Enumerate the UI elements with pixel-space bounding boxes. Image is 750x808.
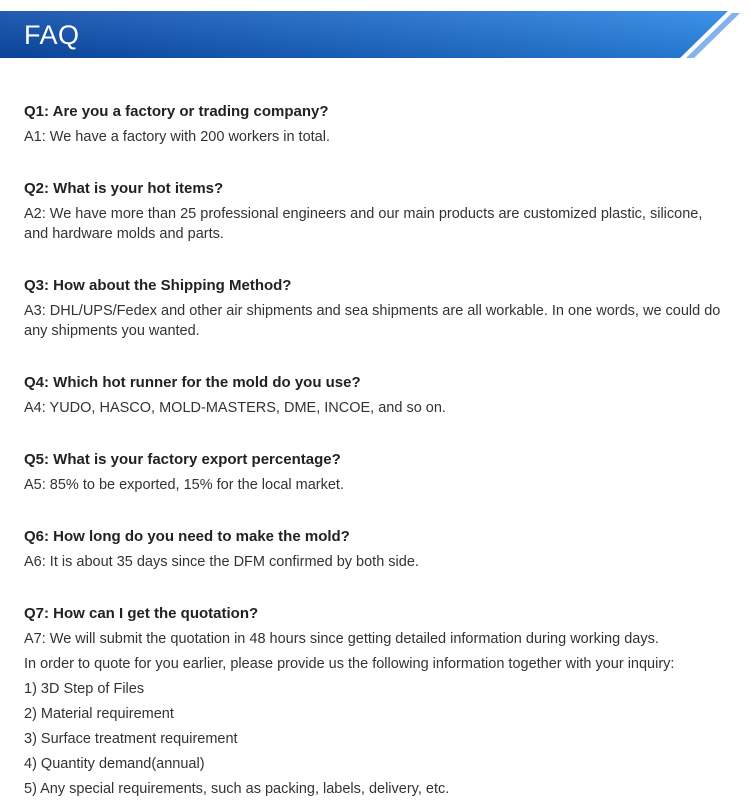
- faq-answer: A4: YUDO, HASCO, MOLD-MASTERS, DME, INCOE, and so on.: [24, 400, 446, 416]
- faq-banner: [0, 0, 750, 60]
- faq-answer: A3: DHL/UPS/Fedex and other air shipments and sea shipments are all workable. In one words, we could do any shipments you wanted.: [24, 303, 721, 339]
- quotation-requirement-item: 2) Material requirement: [24, 706, 174, 722]
- faq-list: [24, 102, 730, 799]
- faq-item-6: [24, 527, 730, 572]
- faq-answer: A1: We have a factory with 200 workers in total.: [24, 129, 330, 145]
- quotation-requirement-item: 4) Quantity demand(annual): [24, 756, 205, 772]
- page-title: FAQ: [24, 20, 80, 50]
- faq-question: Q6: How long do you need to make the mold?: [24, 528, 350, 545]
- faq-question: Q7: How can I get the quotation?: [24, 605, 259, 622]
- quotation-requirement-item: 3) Surface treatment requirement: [24, 731, 238, 747]
- banner-background: [0, 0, 750, 60]
- faq-item-2: [24, 179, 730, 244]
- faq-item-7: [24, 604, 730, 799]
- quotation-requirement-item: 5) Any special requirements, such as packing, labels, delivery, etc.: [24, 781, 450, 797]
- faq-answer: A5: 85% to be exported, 15% for the local market.: [24, 477, 344, 493]
- quotation-instructions: In order to quote for you earlier, please provide us the following information together with your inquiry:: [24, 656, 675, 672]
- faq-question: Q1: Are you a factory or trading company?: [24, 103, 329, 120]
- quotation-requirement-item: 1) 3D Step of Files: [24, 681, 145, 697]
- faq-item-5: [24, 450, 730, 495]
- faq-answer: A2: We have more than 25 professional engineers and our main products are customized plastic, silicone, and hardware molds and parts.: [24, 206, 703, 242]
- faq-question: Q2: What is your hot items?: [24, 180, 224, 197]
- faq-question: Q5: What is your factory export percentage?: [24, 451, 341, 468]
- faq-answer: A7: We will submit the quotation in 48 hours since getting detailed information during working days.: [24, 631, 659, 647]
- faq-item-3: [24, 276, 730, 341]
- faq-question: Q4: Which hot runner for the mold do you use?: [24, 374, 361, 391]
- faq-answer: A6: It is about 35 days since the DFM confirmed by both side.: [24, 554, 419, 570]
- faq-item-1: [24, 102, 730, 147]
- faq-item-4: [24, 373, 730, 418]
- faq-question: Q3: How about the Shipping Method?: [24, 277, 292, 294]
